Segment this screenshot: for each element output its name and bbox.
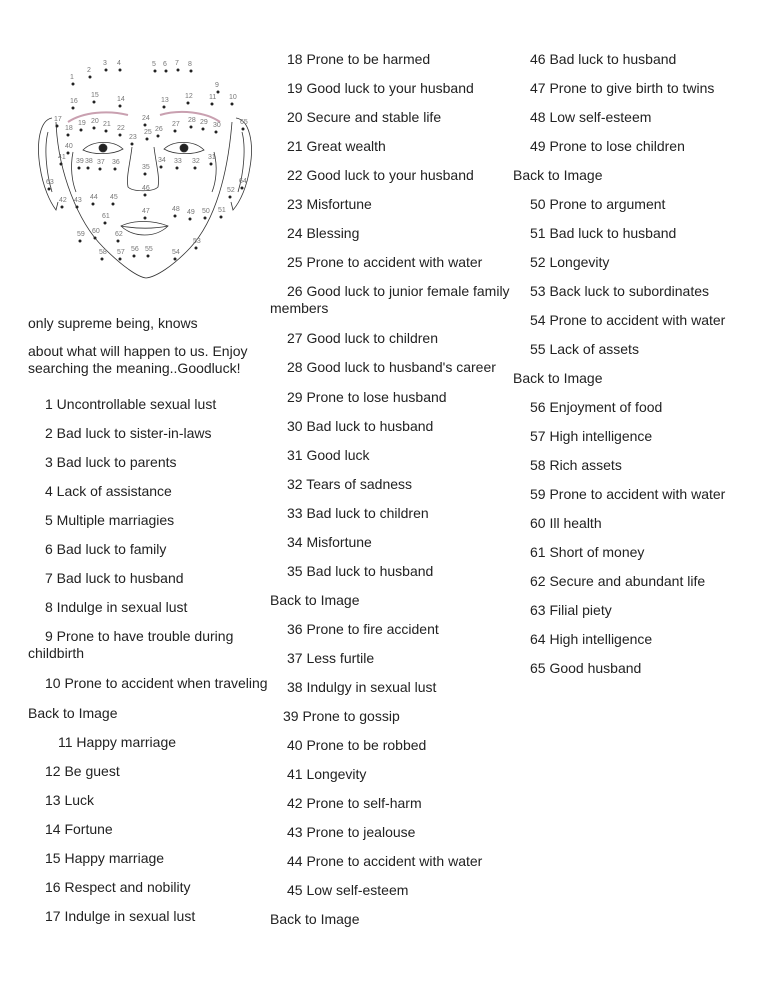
face-point-dot [119,258,122,261]
face-point-dot [194,167,197,170]
back-to-image-link[interactable]: Back to Image [513,166,603,183]
list-item [28,872,268,901]
face-point-dot [174,258,177,261]
meaning-item: 17 Indulge in sexual lust [45,907,196,924]
list-item [270,73,510,102]
list-item [513,653,763,682]
meaning-item: 27 Good luck to children [287,329,438,346]
meaning-item: 36 Prone to fire accident [287,620,439,637]
face-point-dot [144,194,147,197]
face-point-label: 7 [175,60,179,67]
face-point-label: 49 [187,209,195,216]
meaning-item: 39 Prone to gossip [283,707,400,724]
face-point-label: 8 [188,61,192,68]
face-point-label: 42 [59,197,67,204]
face-point-label: 65 [240,119,248,126]
meaning-item: 2 Bad luck to sister-in-laws [45,424,212,441]
face-point-dot [146,138,149,141]
face-point-label: 61 [102,213,110,220]
face-point-label: 57 [117,249,125,256]
face-point-label: 25 [144,129,152,136]
meaning-item: 38 Indulgy in sexual lust [287,678,437,695]
face-point-label: 41 [58,154,66,161]
face-point-label: 1 [70,74,74,81]
back-to-image-link[interactable]: Back to Image [28,704,118,721]
meaning-item: 65 Good husband [530,659,642,676]
meaning-item: 45 Low self-esteem [287,881,409,898]
face-point-dot [61,206,64,209]
face-point-dot [76,206,79,209]
face-point-dot [133,255,136,258]
face-point-dot [174,215,177,218]
face-point-label: 10 [229,94,237,101]
meaning-item: 49 Prone to lose children [530,137,685,154]
face-point-dot [72,107,75,110]
list-item [270,469,510,498]
list-item [270,44,510,73]
meaning-item: 16 Respect and nobility [45,878,191,895]
list-item [513,392,763,421]
face-point-label: 35 [142,164,150,171]
meaning-item: 33 Bad luck to children [287,504,429,521]
list-item [270,788,510,817]
face-point-label: 48 [172,206,180,213]
meaning-item: 34 Misfortune [287,533,372,550]
face-point-dot [144,173,147,176]
legend-column-2 [270,44,510,933]
list-item [270,323,510,352]
meaning-item: 30 Bad luck to husband [287,417,434,434]
face-point-label: 46 [142,185,150,192]
meaning-item: 8 Indulge in sexual lust [45,598,188,615]
meaning-item: 12 Be guest [45,762,120,779]
face-point-dot [229,196,232,199]
face-point-dot [202,128,205,131]
back-to-image-link[interactable]: Back to Image [270,591,360,608]
face-point-label: 56 [131,246,139,253]
face-point-label: 34 [158,157,166,164]
face-point-dot [144,124,147,127]
face-point-label: 45 [110,194,118,201]
list-item [513,276,763,305]
list-item [513,363,763,392]
face-point-label: 52 [227,187,235,194]
list-item [513,450,763,479]
list-item [270,382,510,411]
list-item [513,624,763,653]
meaning-item: 23 Misfortune [287,195,372,212]
face-point-label: 50 [202,208,210,215]
list-item [28,843,268,872]
face-point-dot [87,167,90,170]
face-point-label: 20 [91,118,99,125]
face-point-label: 13 [161,97,169,104]
legend-column-3 [513,44,763,682]
face-point-dot [144,217,147,220]
list-item [513,595,763,624]
face-point-label: 37 [97,159,105,166]
face-point-label: 53 [193,238,201,245]
face-point-dot [119,134,122,137]
list-item [513,479,763,508]
meaning-item: 31 Good luck [287,446,370,463]
back-to-image-link[interactable]: Back to Image [513,369,603,386]
face-point-dot [93,127,96,130]
list-item [270,846,510,875]
meaning-item: 20 Secure and stable life [287,108,442,125]
list-item [513,421,763,450]
face-point-dot [119,105,122,108]
face-point-label: 36 [112,159,120,166]
list-item [270,585,510,614]
list-item [513,247,763,276]
face-point-label: 44 [90,194,98,201]
list-item [513,566,763,595]
face-point-dot [79,240,82,243]
face-point-dot [215,131,218,134]
list-item [270,440,510,469]
list-item [270,730,510,759]
face-point-dot [195,247,198,250]
meaning-item: 59 Prone to accident with water [530,485,726,502]
meaning-item: 13 Luck [45,791,95,808]
face-point-label: 33 [174,158,182,165]
face-point-label: 43 [74,197,82,204]
meaning-item: 50 Prone to argument [530,195,666,212]
face-point-label: 30 [213,122,221,129]
list-item [513,189,763,218]
face-point-dot [242,128,245,131]
meaning-item: 64 High intelligence [530,630,653,647]
list-item [270,759,510,788]
face-point-label: 17 [54,116,62,123]
meaning-item: 61 Short of money [530,543,645,560]
list-item [270,556,510,585]
list-item [28,621,268,668]
list-item [270,614,510,643]
face-point-label: 3 [103,60,107,67]
face-point-label: 23 [129,134,137,141]
list-item [270,131,510,160]
face-point-label: 21 [103,121,111,128]
meaning-item: 1 Uncontrollable sexual lust [45,395,217,412]
meaning-item: 3 Bad luck to parents [45,453,177,470]
list-item [28,476,268,505]
face-point-label: 59 [77,231,85,238]
list-item [270,189,510,218]
face-point-dot [101,258,104,261]
face-point-dot [163,106,166,109]
face-point-dot [177,69,180,72]
face-point-dot [147,255,150,258]
face-point-label: 47 [142,208,150,215]
meaning-item: 15 Happy marriage [45,849,165,866]
face-point-dot [154,70,157,73]
meaning-item: 56 Enjoyment of food [530,398,663,415]
face-point-label: 22 [117,125,125,132]
face-point-dot [241,187,244,190]
meaning-item: 29 Prone to lose husband [287,388,447,405]
face-point-label: 18 [65,125,73,132]
face-point-label: 32 [192,158,200,165]
list-item [28,418,268,447]
meaning-item: 6 Bad luck to family [45,540,167,557]
face-point-label: 31 [208,154,216,161]
face-point-dot [211,103,214,106]
meaning-item: 5 Multiple marriagies [45,511,175,528]
meaning-item: 44 Prone to accident with water [287,852,483,869]
legend-column-1 [28,315,268,930]
list-item [270,411,510,440]
meaning-item: 47 Prone to give birth to twins [530,79,715,96]
face-point-label: 55 [145,246,153,253]
list-item [270,276,510,323]
face-point-label: 15 [91,92,99,99]
face-point-label: 4 [117,60,121,67]
list-item [270,875,510,904]
meaning-item: 10 Prone to accident when traveling [45,674,268,691]
list-item [513,334,763,363]
list-item [513,537,763,566]
list-item [270,247,510,276]
meaning-item: 42 Prone to self-harm [287,794,422,811]
meaning-item: 53 Back luck to subordinates [530,282,709,299]
meaning-item: 46 Bad luck to husband [530,50,677,67]
list-item [513,218,763,247]
face-point-dot [60,163,63,166]
face-point-label: 2 [87,67,91,74]
face-point-dot [190,126,193,129]
meaning-item: 18 Prone to be harmed [287,50,431,67]
face-point-label: 9 [215,82,219,89]
face-point-dot [157,135,160,138]
face-point-dot [204,217,207,220]
face-point-dot [217,91,220,94]
face-point-dot [94,237,97,240]
list-item [270,218,510,247]
face-point-dot [67,134,70,137]
meaning-item: 52 Longevity [530,253,610,270]
list-item [513,102,763,131]
face-point-label: 6 [163,61,167,68]
list-item [28,563,268,592]
face-point-label: 5 [152,61,156,68]
list-item [28,389,268,418]
meaning-item: 43 Prone to jealouse [287,823,416,840]
face-point-dot [105,69,108,72]
face-point-dot [114,168,117,171]
face-point-label: 12 [185,93,193,100]
face-point-label: 62 [115,231,123,238]
list-item [28,668,268,698]
list-item [28,534,268,563]
list-item [28,901,268,930]
meaning-item: 60 Ill health [530,514,602,531]
list-item [270,102,510,131]
list-item [513,131,763,160]
face-point-dot [99,168,102,171]
list-item [28,592,268,621]
list-item [28,785,268,814]
meaning-item: 40 Prone to be robbed [287,736,427,753]
list-item [513,305,763,334]
face-point-label: 19 [78,120,86,127]
face-point-label: 11 [209,94,217,101]
meaning-item: 55 Lack of assets [530,340,639,357]
face-point-dot [93,101,96,104]
face-point-dot [78,167,81,170]
face-point-label: 26 [155,126,163,133]
meaning-item: 19 Good luck to your husband [287,79,474,96]
face-point-dot [174,130,177,133]
face-point-dot [176,167,179,170]
back-to-image-link[interactable]: Back to Image [270,910,360,927]
face-point-dot [160,166,163,169]
list-item [513,508,763,537]
face-point-dot [231,103,234,106]
face-point-dot [210,163,213,166]
list-item [513,44,763,73]
meaning-item: 35 Bad luck to husband [287,562,434,579]
meaning-item: 21 Great wealth [287,137,386,154]
face-point-label: 29 [200,119,208,126]
face-point-label: 64 [239,178,247,185]
face-point-dot [131,143,134,146]
face-point-label: 60 [92,228,100,235]
meaning-item: 14 Fortune [45,820,113,837]
list-item [270,160,510,189]
list-item [270,904,510,933]
face-diagram-image[interactable] [28,52,260,300]
meaning-item: 24 Blessing [287,224,360,241]
meaning-item: 4 Lack of assistance [45,482,172,499]
face-point-dot [89,76,92,79]
face-point-dot [165,70,168,73]
face-point-dot [67,152,70,155]
meaning-item: 22 Good luck to your husband [287,166,474,183]
face-point-dot [80,129,83,132]
face-point-label: 54 [172,249,180,256]
list-item [28,447,268,476]
face-point-label: 63 [46,179,54,186]
list-item [28,505,268,534]
face-point-label: 38 [85,158,93,165]
list-item [270,643,510,672]
face-point-dot [220,216,223,219]
list-item [270,527,510,556]
face-point-label: 51 [218,207,226,214]
meaning-item: 7 Bad luck to husband [45,569,184,586]
meaning-item: 54 Prone to accident with water [530,311,726,328]
meaning-item: 58 Rich assets [530,456,622,473]
meaning-item: 26 Good luck to junior female family members [270,282,510,316]
face-point-markers [46,60,248,261]
list-item [28,814,268,843]
face-point-dot [119,69,122,72]
meaning-item: 62 Secure and abundant life [530,572,706,589]
meaning-item: 25 Prone to accident with water [287,253,483,270]
list-item [513,160,763,189]
meaning-item: 48 Low self-esteem [530,108,652,125]
face-point-dot [189,218,192,221]
face-point-label: 28 [188,117,196,124]
face-point-label: 16 [70,98,78,105]
list-item [270,352,510,382]
meaning-item: 41 Longevity [287,765,367,782]
face-point-dot [105,130,108,133]
face-point-dot [92,203,95,206]
list-item [270,498,510,527]
face-point-label: 24 [142,115,150,122]
list-item [28,698,268,727]
meaning-item: 9 Prone to have trouble during childbirth [28,627,234,661]
face-point-label: 58 [99,249,107,256]
face-point-dot [117,240,120,243]
face-point-label: 27 [172,121,180,128]
face-point-dot [72,83,75,86]
list-item [513,73,763,102]
face-point-dot [56,125,59,128]
face-point-dot [187,102,190,105]
meaning-item: 32 Tears of sadness [287,475,413,492]
list-item [28,756,268,785]
face-point-dot [190,70,193,73]
face-point-label: 39 [76,158,84,165]
face-point-dot [112,203,115,206]
list-item [270,701,510,730]
meaning-item: 57 High intelligence [530,427,653,444]
face-point-label: 14 [117,96,125,103]
intro-line-2: about what will happen to us. Enjoy searching the meaning..Goodluck! [28,343,248,376]
list-item [28,727,268,756]
meaning-item: 37 Less furtile [287,649,375,666]
meaning-item: 28 Good luck to husband's career [287,358,496,375]
meaning-item: 51 Bad luck to husband [530,224,677,241]
meaning-item: 63 Filial piety [530,601,612,618]
list-item [270,672,510,701]
face-point-dot [48,188,51,191]
list-item [270,817,510,846]
meaning-item: 11 Happy marriage [58,733,177,750]
face-point-label: 40 [65,143,73,150]
intro-line-1: only supreme being, knows [28,315,198,331]
face-point-dot [104,222,107,225]
